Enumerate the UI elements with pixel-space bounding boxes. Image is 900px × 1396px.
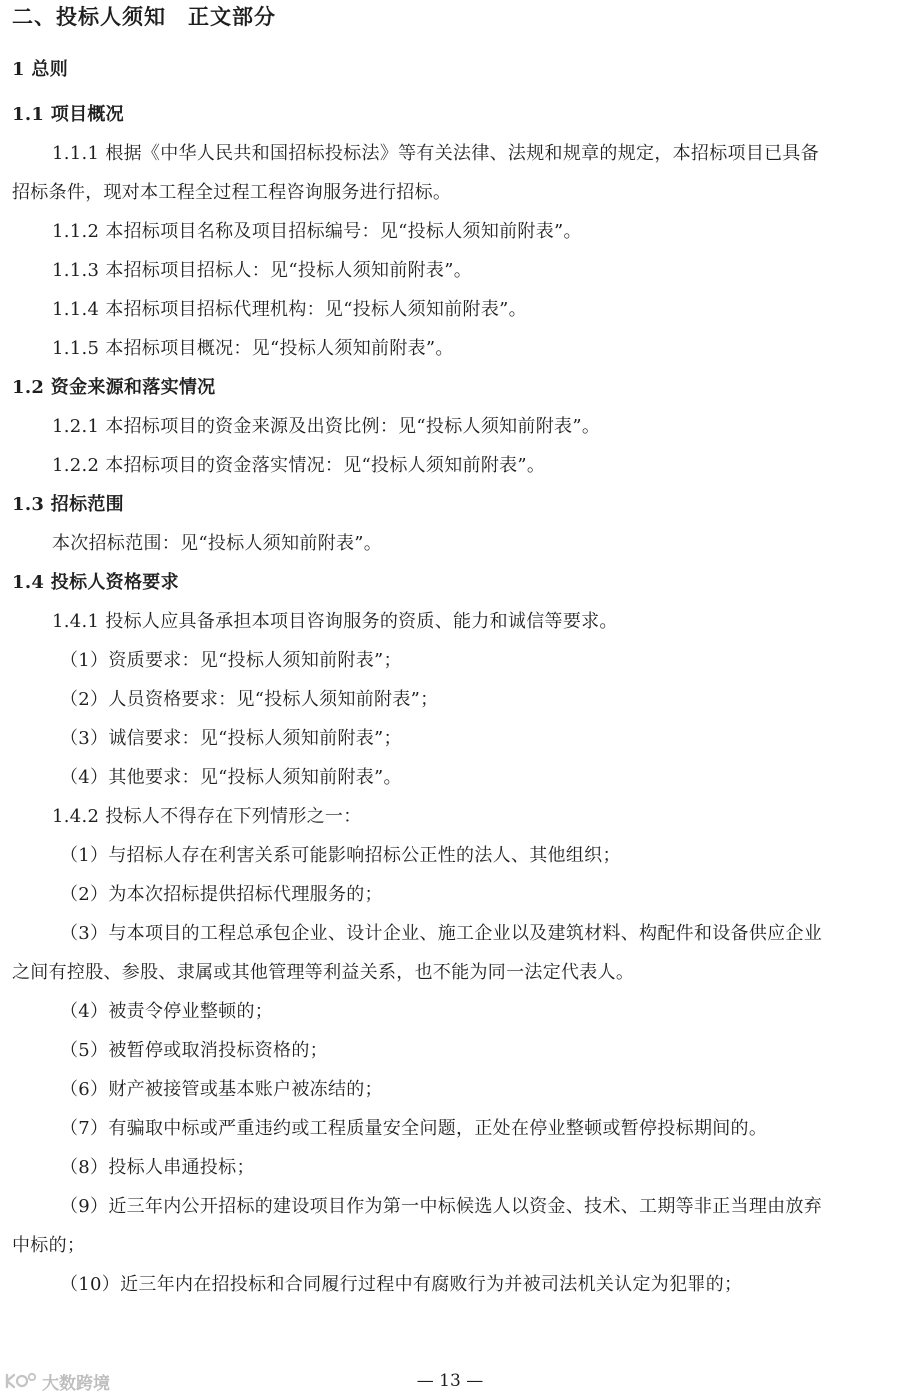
paragraph-1-1-2: 1.1.2 本招标项目名称及项目招标编号：见“投标人须知前附表”。 bbox=[52, 221, 582, 242]
watermark bbox=[4, 1368, 110, 1394]
list-item-exclusion-7: （7）有骗取中标或严重违约或工程质量安全问题，正处在停业整顿或暂停投标期间的。 bbox=[60, 1118, 768, 1139]
list-item-exclusion-1: （1）与招标人存在利害关系可能影响招标公正性的法人、其他组织； bbox=[60, 845, 621, 866]
list-item-exclusion-10: （10）近三年内在招投标和合同履行过程中有腐败行为并被司法机关认定为犯罪的； bbox=[60, 1274, 743, 1295]
paragraph-1-2-2: 1.2.2 本招标项目的资金落实情况：见“投标人须知前附表”。 bbox=[52, 455, 546, 476]
heading-scope: 1.3 招标范围 bbox=[12, 494, 124, 515]
list-item-exclusion-9-cont: 中标的； bbox=[12, 1235, 86, 1256]
paragraph-1-1-5: 1.1.5 本招标项目概况：见“投标人须知前附表”。 bbox=[52, 338, 454, 359]
paragraph-1-1-1: 1.1.1 根据《中华人民共和国招标投标法》等有关法律、法规和规章的规定，本招标项目已具备 bbox=[52, 143, 820, 164]
list-item-exclusion-3: （3）与本项目的工程总承包企业、设计企业、施工企业以及建筑材料、构配件和设备供应企业 bbox=[60, 923, 823, 944]
list-item-exclusion-3-cont: 之间有控股、参股、隶属或其他管理等利益关系，也不能为同一法定代表人。 bbox=[12, 962, 635, 983]
list-item-qualification-1: （1）资质要求：见“投标人须知前附表”； bbox=[60, 650, 402, 671]
paragraph-scope: 本次招标范围：见“投标人须知前附表”。 bbox=[52, 533, 383, 554]
paragraph-1-4-1: 1.4.1 投标人应具备承担本项目咨询服务的资质、能力和诚信等要求。 bbox=[52, 611, 618, 632]
heading-qualification: 1.4 投标人资格要求 bbox=[12, 572, 179, 593]
page-number: — 13 — bbox=[416, 1371, 484, 1391]
paragraph-1-2-1: 1.2.1 本招标项目的资金来源及出资比例：见“投标人须知前附表”。 bbox=[52, 416, 601, 437]
list-item-exclusion-5: （5）被暂停或取消投标资格的； bbox=[60, 1040, 328, 1061]
list-item-exclusion-4: （4）被责令停业整顿的； bbox=[60, 1001, 274, 1022]
watermark-logo-icon bbox=[4, 1371, 38, 1391]
heading-project-overview: 1.1 项目概况 bbox=[12, 104, 124, 125]
paragraph-1-1-3: 1.1.3 本招标项目招标人：见“投标人须知前附表”。 bbox=[52, 260, 473, 281]
list-item-qualification-3: （3）诚信要求：见“投标人须知前附表”； bbox=[60, 728, 402, 749]
paragraph-1-1-4: 1.1.4 本招标项目招标代理机构：见“投标人须知前附表”。 bbox=[52, 299, 527, 320]
list-item-exclusion-8: （8）投标人串通投标； bbox=[60, 1157, 255, 1178]
page-title: 二、投标人须知 正文部分 bbox=[12, 4, 276, 29]
heading-general: 1 总则 bbox=[12, 59, 68, 80]
heading-funding: 1.2 资金来源和落实情况 bbox=[12, 377, 216, 398]
paragraph-1-4-2: 1.4.2 投标人不得存在下列情形之一： bbox=[52, 806, 362, 827]
watermark-text: 大数跨境 bbox=[42, 1373, 110, 1394]
list-item-exclusion-9: （9）近三年内公开招标的建设项目作为第一中标候选人以资金、技术、工期等非正当理由放弃 bbox=[60, 1196, 823, 1217]
paragraph-1-1-1-cont: 招标条件，现对本工程全过程工程咨询服务进行招标。 bbox=[12, 182, 452, 203]
list-item-exclusion-6: （6）财产被接管或基本账户被冻结的； bbox=[60, 1079, 383, 1100]
list-item-exclusion-2: （2）为本次招标提供招标代理服务的； bbox=[60, 884, 383, 905]
list-item-qualification-4: （4）其他要求：见“投标人须知前附表”。 bbox=[60, 767, 402, 788]
list-item-qualification-2: （2）人员资格要求：见“投标人须知前附表”； bbox=[60, 689, 439, 710]
